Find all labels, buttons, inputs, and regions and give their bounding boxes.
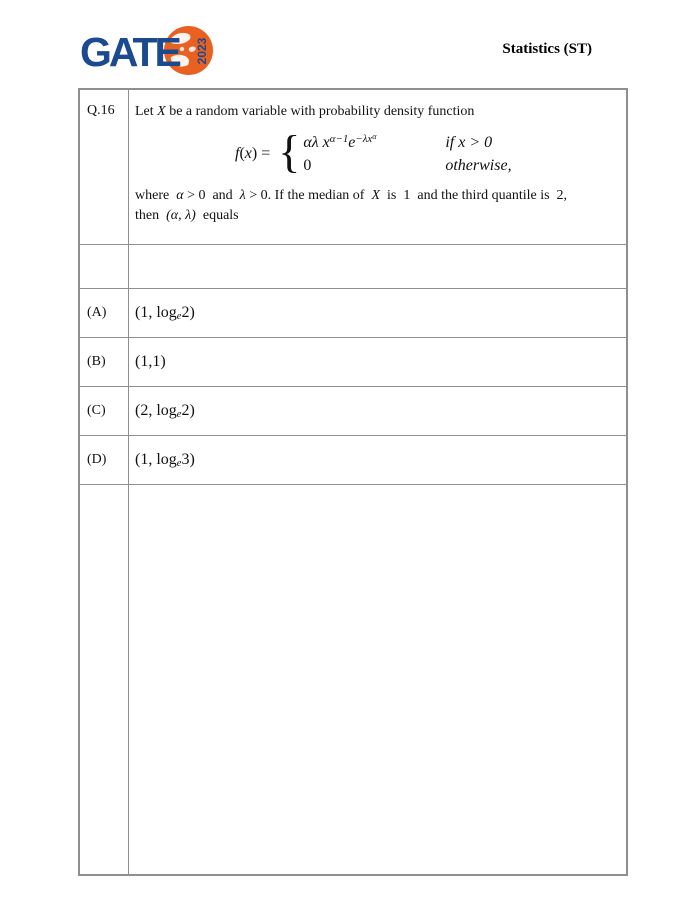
formula-case-1 xyxy=(303,132,511,155)
formula-lhs: f(x) = xyxy=(235,144,275,162)
option-label-b: (B) xyxy=(80,338,129,386)
gate-logo xyxy=(80,24,215,80)
gate-logo-year: 2023 xyxy=(195,37,210,64)
question-where-line: where α > 0 and λ > 0. If the median of X is 1 and the third quantile is 2, xyxy=(135,187,568,203)
question-row xyxy=(80,90,626,244)
case-1-condition: if x > 0 xyxy=(445,133,493,151)
option-label-c: (C) xyxy=(80,387,129,435)
gate-logo-text: GATE xyxy=(80,28,179,75)
question-number: Q.16 xyxy=(80,90,129,244)
option-label-a: (A) xyxy=(80,289,129,337)
question-body xyxy=(129,90,626,244)
option-row-c xyxy=(80,386,626,435)
option-value-d: (1, log e 3) xyxy=(135,451,195,469)
option-value-b: (1,1) xyxy=(135,353,166,370)
option-row-b xyxy=(80,337,626,386)
question-then-line: then (α, λ) equals xyxy=(135,207,239,223)
spacer-row xyxy=(80,244,626,288)
case-2-expression: 0 xyxy=(303,156,312,174)
question-intro: Let X be a random variable with probability density function xyxy=(135,104,475,119)
formula-case-2 xyxy=(303,155,511,176)
empty-bottom-row xyxy=(80,484,626,874)
formula-cases xyxy=(303,132,511,176)
case-1-expression: αλ $x^{\alpha-1}e^{-\lambda x\alpha}$ xyxy=(303,132,377,151)
case-2-condition: otherwise, xyxy=(445,156,512,174)
option-value-a: (1, log e 2) xyxy=(135,304,195,322)
option-label-d: (D) xyxy=(80,436,129,484)
pdf-formula xyxy=(235,125,616,180)
curly-brace: { xyxy=(278,125,301,177)
question-table xyxy=(78,88,628,876)
option-row-a xyxy=(80,288,626,337)
paper-subject-title: Statistics (ST) xyxy=(502,41,592,57)
option-value-c: (2, log e 2) xyxy=(135,402,195,420)
option-row-d xyxy=(80,435,626,484)
